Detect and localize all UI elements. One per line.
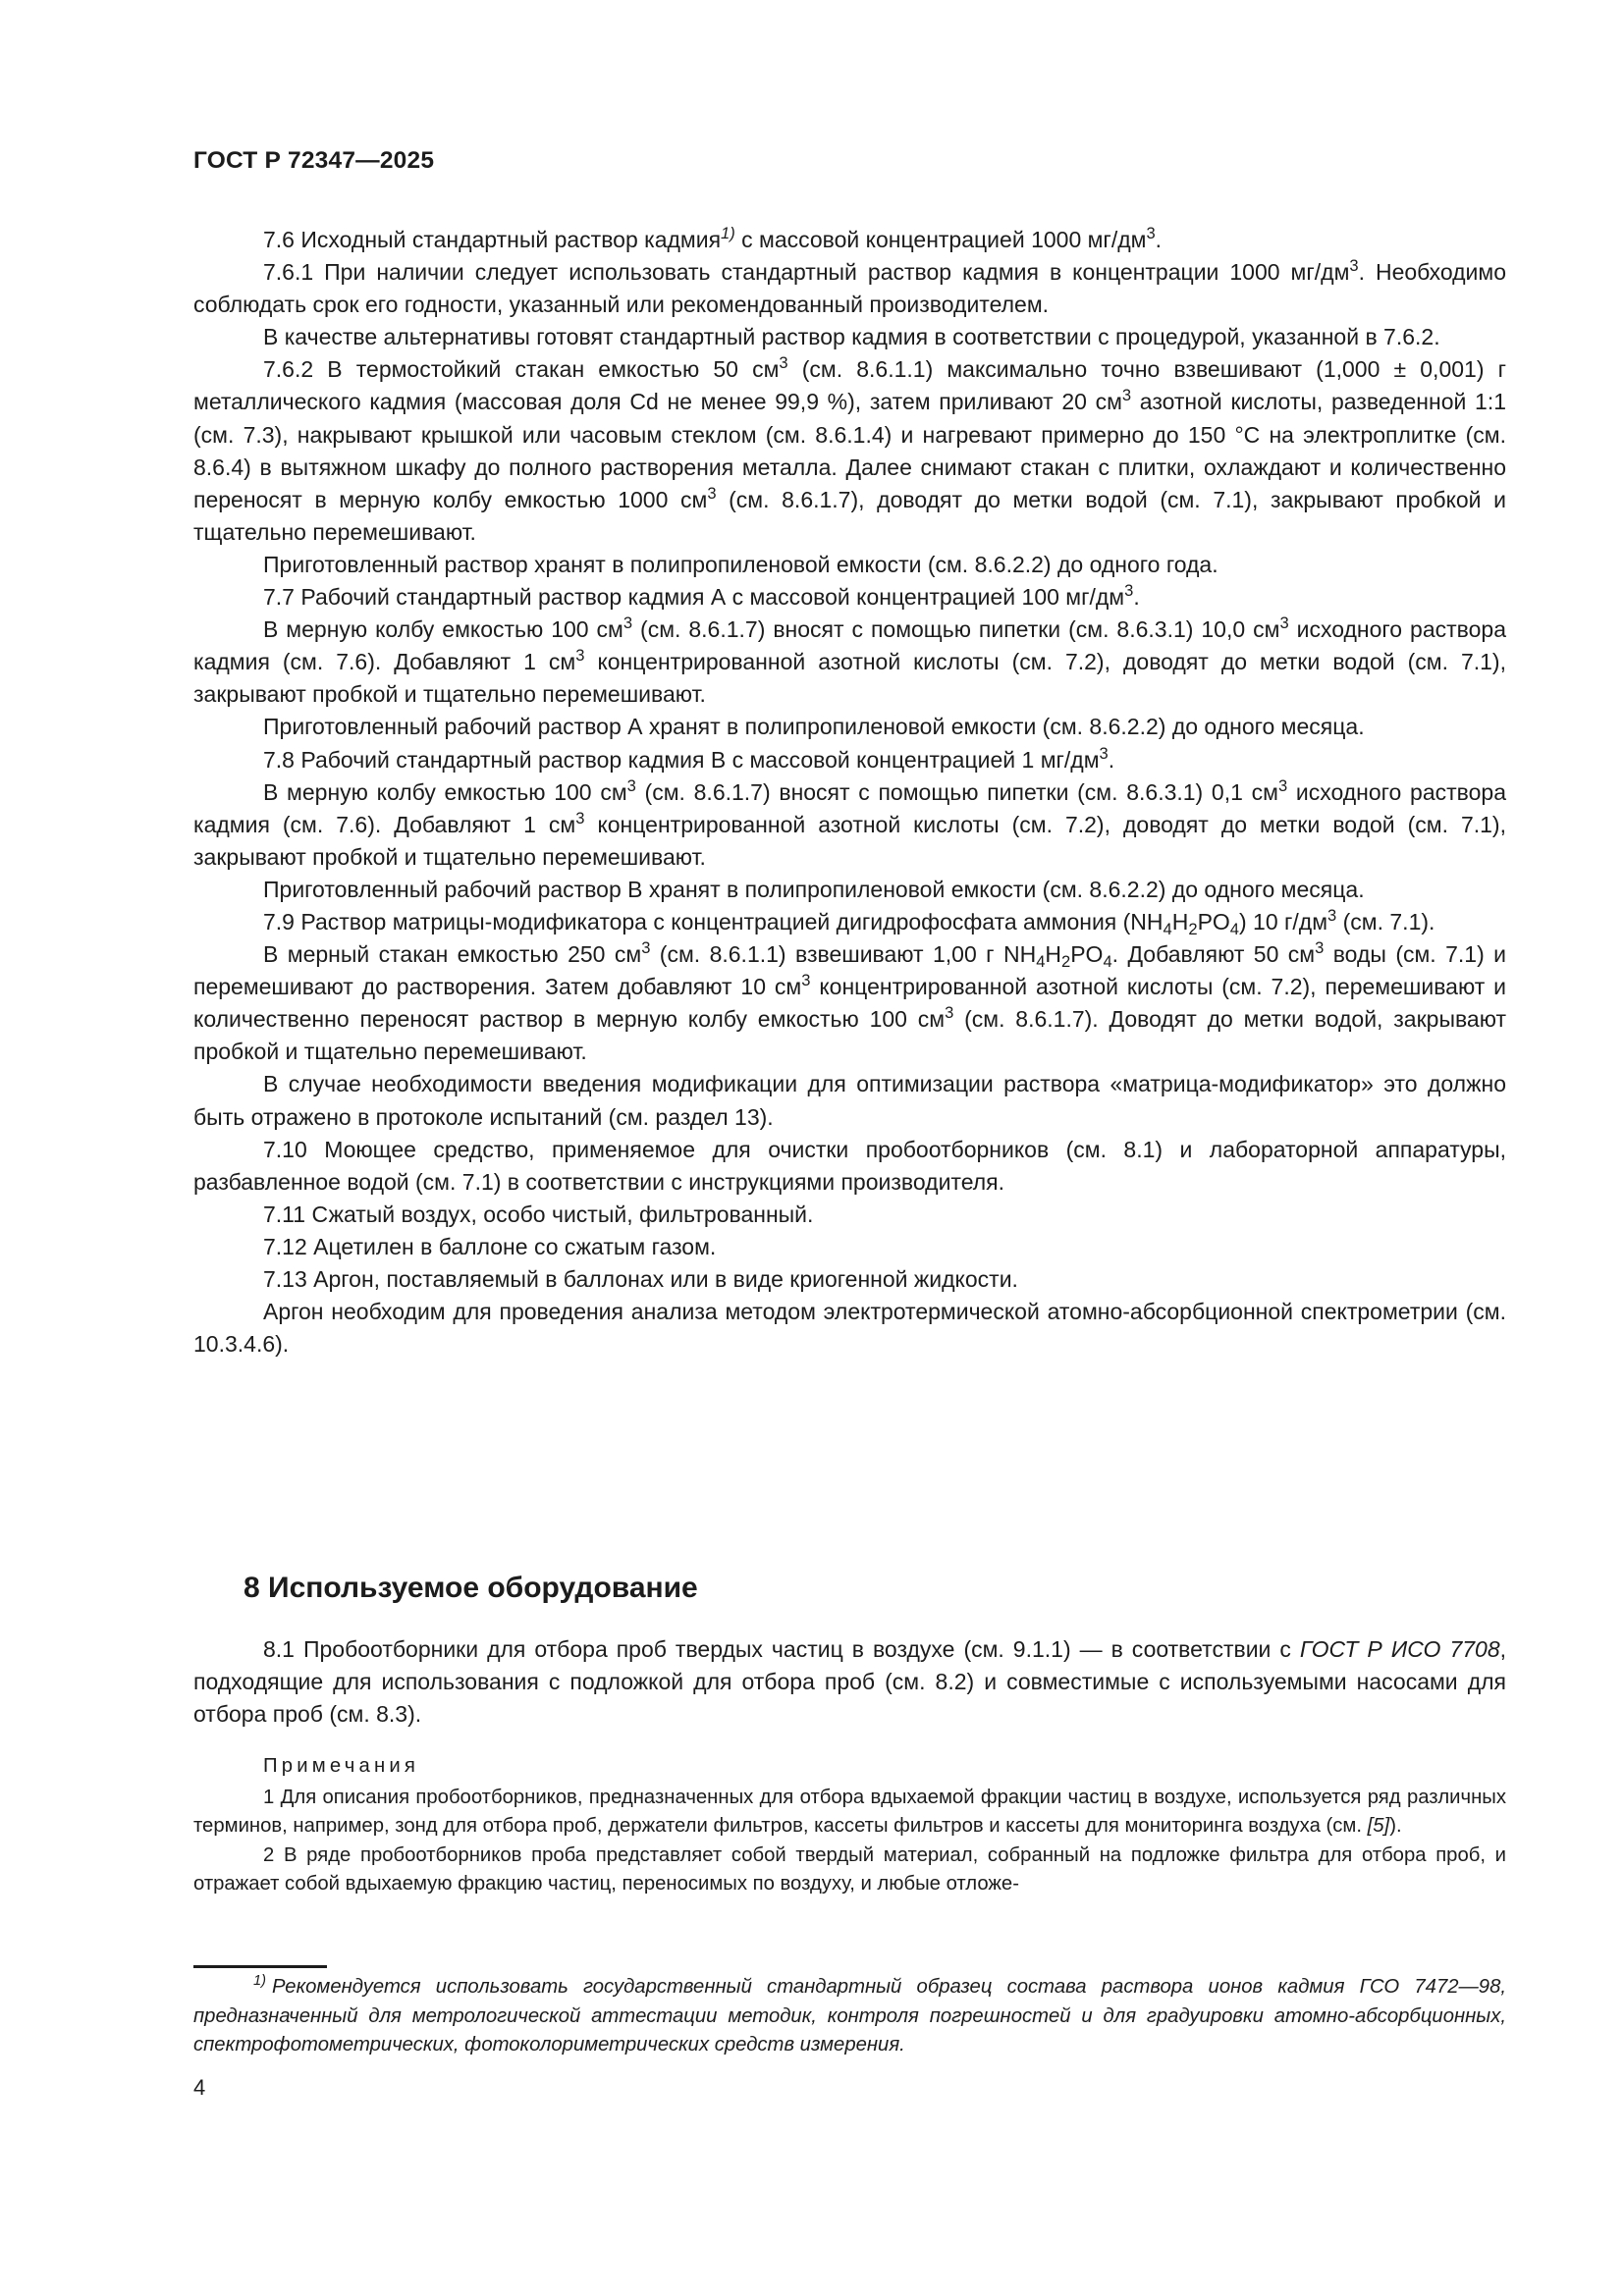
paragraph-7-8-body: В мерную колбу емкостью 100 $см^3$ (см. 8.6.1.7) вносят с помощью пипетки (см. 8.6.3.1) 0,1 $см^3$ исходного раствора кадмия (см. 7.6). Добавляют 1 $см^3$ концентрированной азотной кислоты (см. 7.2), доводят до метки водой (см. 7.1), закрывают пробкой и тщательно перемешивают.	[193, 775, 1506, 870]
section-8-content	[193, 1633, 1506, 1732]
paragraph-7-11: 7.11 Сжатый воздух, особо чистый, фильтрованный.	[263, 1201, 814, 1227]
paragraph-7-8-storage: Приготовленный рабочий раствор В хранят в полипропиленовой емкости (см. 8.6.2.2) до одного месяца.	[263, 876, 1365, 902]
paragraph-7-8: 7.8 Рабочий стандартный раствор кадмия В с массовой концентрацией 1 $мг/дм^3$.	[263, 743, 1115, 773]
paragraph-7-7-body: В мерную колбу емкостью 100 $см^3$ (см. 8.6.1.7) вносят с помощью пипетки (см. 8.6.3.1) 10,0 $см^3$ исходного раствора кадмия (см. 7.6). Добавляют 1 $см^3$ концентрированной азотной кислоты (см. 7.2), доводят до метки водой (см. 7.1), закрывают пробкой и тщательно перемешивают.	[193, 614, 1506, 708]
paragraph-7-12: 7.12 Ацетилен в баллоне со сжатым газом.	[263, 1233, 717, 1259]
paragraph-7-7: 7.7 Рабочий стандартный раствор кадмия А с массовой концентрацией 100 $мг/дм^3$.	[263, 580, 1140, 611]
section-8-title: 8 Используемое оборудование	[244, 1572, 698, 1604]
footnote	[193, 1973, 1506, 2060]
footnote-mark: 1)	[253, 1972, 266, 1989]
paragraph-7-7-storage: Приготовленный рабочий раствор А хранят в полипропиленовой емкости (см. 8.6.2.2) до одного месяца.	[263, 714, 1365, 740]
section-7-content	[193, 224, 1506, 1361]
document-header: ГОСТ Р 72347—2025	[193, 147, 435, 174]
paragraph-alternative: В качестве альтернативы готовят стандартный раствор кадмия в соответствии с процедурой, указанной в 7.6.2.	[263, 324, 1440, 350]
paragraph-7-13: 7.13 Аргон, поставляемый в баллонах или в виде криогенной жидкости.	[263, 1266, 1018, 1292]
paragraph-7-10: 7.10 Моющее средство, применяемое для очистки пробоотборников (см. 8.1) и лабораторной аппаратуры, разбавленное водой (см. 7.1) в соответствии с инструкциями производителя.	[193, 1136, 1506, 1195]
paragraph-storage: Приготовленный раствор хранят в полипропиленовой емкости (см. 8.6.2.2) до одного года.	[263, 551, 1218, 577]
standard-reference-link[interactable]: ГОСТ Р ИСО 7708	[1299, 1636, 1500, 1662]
paragraph-7-6: 7.6 Исходный стандартный раствор кадмия$^{1)}$ с массовой концентрацией 1000 $мг/дм^3$.	[263, 223, 1163, 252]
footnote-separator	[193, 1965, 327, 1968]
footnote-reference[interactable]: 1)	[721, 223, 735, 242]
footnote-text: Рекомендуется использовать государственный стандартный образец состава раствора ионов кадмия ГСО 7472—98, предназначенный для метрологической аттестации методик, контроля погрешностей и для градуировки атомно-абсорбционных, спектрофотометрических, фотоколориметрических средств измерения.	[193, 1976, 1506, 2056]
note-2: 2 В ряде пробоотборников проба представляет собой твердый материал, собранный на подложке фильтра для отбора проб, и отражает собой вдыхаемую фракцию частиц, переносимых по воздуху, и любые отложе-	[193, 1843, 1506, 1895]
paragraph-7-9-body: В мерный стакан емкостью 250 $см^3$ (см. 8.6.1.1) взвешивают 1,00 г $NH_4H_2PO_4$. Добавляют 50 $см^3$ воды (см. 7.1) и перемешивают до растворения. Затем добавляют 10 $см^3$ концентрированной азотной кислоты (см. 7.2), перемешивают и количественно переносят раствор в мерную колбу емкостью 100 $см^3$ (см. 8.6.1.7). Доводят до метки водой, закрывают пробкой и тщательно перемешивают.	[193, 937, 1507, 1065]
bibliography-reference-link[interactable]: [5]	[1367, 1815, 1390, 1837]
note-1: 1 Для описания пробоотборников, предназначенных для отбора вдыхаемой фракции частиц в воздухе, используется ряд различных терминов, например, зонд для отбора проб, держатели фильтров, кассеты фильтров и кассеты для мониторинга воздуха (см. [5]).	[193, 1786, 1506, 1837]
notes-title: Примечания	[263, 1755, 420, 1777]
paragraph-7-6-1: 7.6.1 При наличии следует использовать стандартный раствор кадмия в концентрации 1000 $мг/дм^3$. Необходимо соблюдать срок его годности, указанный или рекомендованный производителем.	[193, 256, 1506, 318]
paragraph-argon: Аргон необходим для проведения анализа методом электротермической атомно-абсорбционной спектрометрии (см. 10.3.4.6).	[193, 1299, 1506, 1358]
paragraph-7-6-2: 7.6.2 В термостойкий стакан емкостью 50 $см^3$ (см. 8.6.1.1) максимально точно взвешивают (1,000 ± 0,001) г металлического кадмия (массовая доля Cd не менее 99,9 %), затем приливают 20 $см^3$ азотной кислоты, разведенной 1:1 (см. 7.3), накрывают крышкой или часовым стеклом (см. 8.6.1.4) и нагревают примерно до 150 °С на электроплитке (см. 8.6.4) в вытяжном шкафу до полного растворения металла. Далее снимают стакан с плитки, охлаждают и количественно переносят в мерную колбу емкостью 1000 $см^3$ (см. 8.6.1.7), доводят до метки водой (см. 7.1), закрывают пробкой и тщательно перемешивают.	[193, 353, 1506, 545]
page-number: 4	[193, 2075, 206, 2100]
paragraph-modification: В случае необходимости введения модификации для оптимизации раствора «матрица-модификатор» это должно быть отражено в протоколе испытаний (см. раздел 13).	[193, 1071, 1506, 1130]
paragraph-8-1: 8.1 Пробоотборники для отбора проб твердых частиц в воздухе (см. 9.1.1) — в соответствии с ГОСТ Р ИСО 7708, подходящие для использования с подложкой для отбора проб (см. 8.2) и совместимые с используемыми насосами для отбора проб (см. 8.3).	[193, 1636, 1506, 1728]
notes-block	[193, 1752, 1506, 1899]
paragraph-7-9: 7.9 Раствор матрицы-модификатора с концентрацией дигидрофосфата аммония $(NH_4H_2PO_4)$ 10 $г/дм^3$ (см. 7.1).	[263, 905, 1435, 938]
